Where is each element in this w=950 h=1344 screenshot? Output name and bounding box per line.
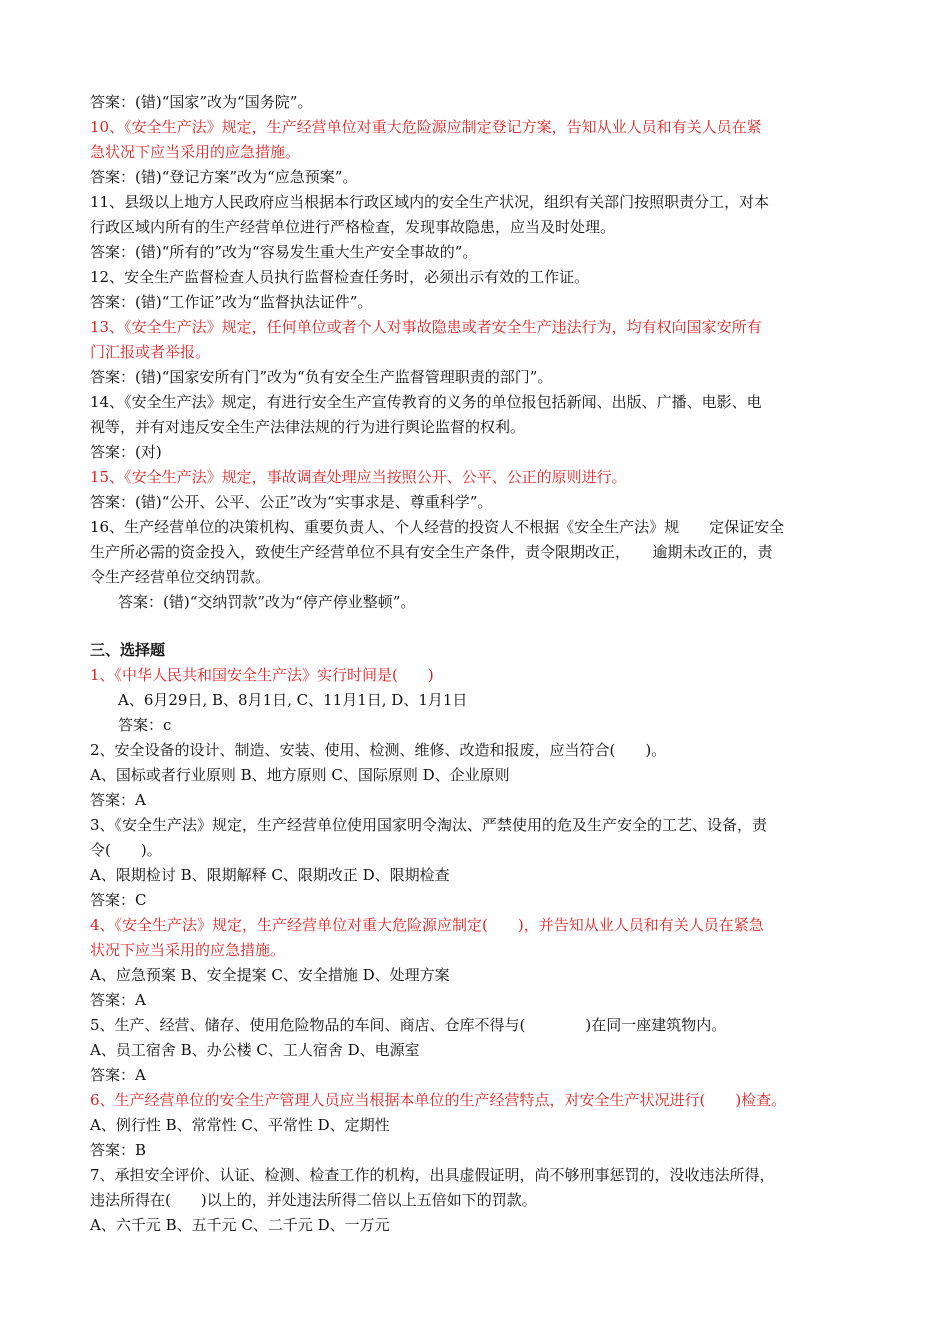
text-line: 12、安全生产监督检查人员执行监督检查任务时，必须出示有效的工作证。	[90, 268, 590, 286]
text-line: A、例行性 B、常常性 C、平常性 D、定期性	[90, 1116, 390, 1134]
text-line: 答案：A	[90, 791, 146, 809]
text-line: 答案：(错)“交纳罚款”改为“停产停业整顿”。	[118, 593, 416, 611]
text-line: 生产所必需的资金投入，致使生产经营单位不具有安全生产条件，责令限期改正， 逾期未改正的，责	[90, 543, 773, 561]
text-line: 急状况下应当采用的应急措施。	[90, 143, 301, 161]
text-line: 门汇报或者举报。	[90, 343, 211, 361]
text-line: A、限期检讨 B、限期解释 C、限期改正 D、限期检查	[90, 866, 450, 884]
text-line: 5、生产、经营、储存、使用危险物品的车间、商店、仓库不得与( )在同一座建筑物内。	[90, 1016, 727, 1034]
text-line: 答案：(错)“国家”改为“国务院”。	[90, 93, 313, 111]
text-line: 令( )。	[90, 841, 162, 859]
text-line: 答案：c	[118, 716, 172, 734]
text-line: A、员工宿舍 B、办公楼 C、工人宿舍 D、电源室	[90, 1041, 420, 1059]
section-heading: 三、选择题	[90, 641, 166, 659]
text-line: 14、《安全生产法》规定，有进行安全生产宣传教育的义务的单位报包括新闻、出版、广播、电影、电	[90, 393, 762, 411]
text-line: 答案：A	[90, 991, 146, 1009]
text-line: 令生产经营单位交纳罚款。	[90, 568, 271, 586]
text-line: 4、《安全生产法》规定，生产经营单位对重大危险源应制定( )，并告知从业人员和有关人员在紧急	[90, 916, 764, 934]
text-line: 答案：(对)	[90, 443, 162, 461]
text-line: 答案：(错)“所有的”改为“容易发生重大生产安全事故的”。	[90, 243, 478, 261]
text-line: 13、《安全生产法》规定，任何单位或者个人对事故隐患或者安全生产违法行为，均有权向国家安所有	[90, 318, 762, 336]
text-line: 答案：A	[90, 1066, 146, 1084]
text-line: 答案：(错)“工作证”改为“监督执法证件”。	[90, 293, 373, 311]
text-line: A、应急预案 B、安全提案 C、安全措施 D、处理方案	[90, 966, 450, 984]
text-line: 3、《安全生产法》规定，生产经营单位使用国家明令淘汰、严禁使用的危及生产安全的工艺、设备，责	[90, 816, 768, 834]
text-line: 答案：C	[90, 891, 147, 909]
text-line: A、6月29日, B、8月1日, C、11月1日, D、1月1日	[118, 691, 468, 709]
text-line: 10、《安全生产法》规定，生产经营单位对重大危险源应制定登记方案，告知从业人员和有关人员在紧	[90, 118, 762, 136]
text-line: 行政区域内所有的生产经营单位进行严格检查，发现事故隐患，应当及时处理。	[90, 218, 616, 236]
text-line: 11、县级以上地方人民政府应当根据本行政区域内的安全生产状况，组织有关部门按照职责分工，对本	[90, 193, 770, 211]
text-line: 答案：(错)“公开、公平、公正”改为“实事求是、尊重科学”。	[90, 493, 493, 511]
text-line: 视等，并有对违反安全生产法律法规的行为进行舆论监督的权利。	[90, 418, 526, 436]
text-line: 违法所得在( )以上的，并处违法所得二倍以上五倍如下的罚款。	[90, 1191, 537, 1209]
text-line: 1、《中华人民共和国安全生产法》实行时间是( )	[90, 666, 434, 684]
text-line: 答案：(错)“国家安所有门”改为“负有安全生产监督管理职责的部门”。	[90, 368, 553, 386]
text-line: 16、生产经营单位的决策机构、重要负责人、个人经营的投资人不根据《安全生产法》规 定保证安全	[90, 518, 785, 536]
text-line: 答案：(错)“登记方案”改为“应急预案”。	[90, 168, 358, 186]
text-line: 6、生产经营单位的安全生产管理人员应当根据本单位的生产经营特点，对安全生产状况进行( )检查。	[90, 1091, 787, 1109]
text-line: 15、《安全生产法》规定，事故调查处理应当按照公开、公平、公正的原则进行。	[90, 468, 627, 486]
text-line: A、六千元 B、五千元 C、二千元 D、一万元	[90, 1216, 390, 1234]
text-line: 答案：B	[90, 1141, 147, 1159]
text-line: A、国标或者行业原则 B、地方原则 C、国际原则 D、企业原则	[90, 766, 510, 784]
text-line: 2、安全设备的设计、制造、安装、使用、检测、维修、改造和报废，应当符合( )。	[90, 741, 667, 759]
text-line: 7、承担安全评价、认证、检测、检查工作的机构，出具虚假证明，尚不够刑事惩罚的，没收违法所得，	[90, 1166, 775, 1184]
text-line: 状况下应当采用的应急措施。	[90, 941, 286, 959]
